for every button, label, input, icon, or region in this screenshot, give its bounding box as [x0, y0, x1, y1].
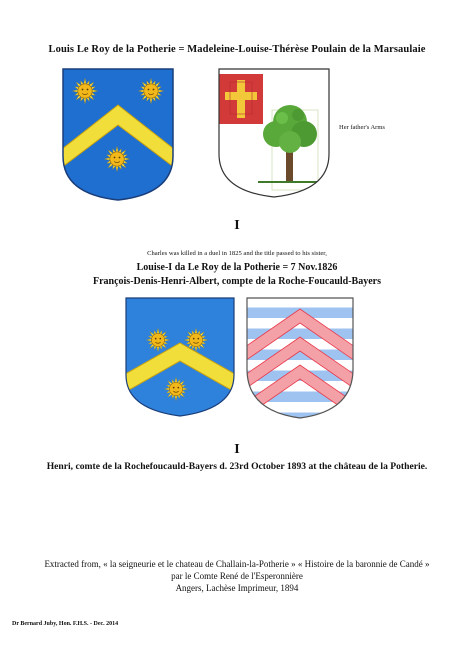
sun-icon	[164, 377, 188, 401]
rochefoucauld-shield	[246, 297, 354, 419]
sun-icon	[72, 78, 98, 104]
heading-henri: Henri, comte de la Rochefoucauld-Bayers d. 23rd October 1893 at the château de la Potherie.	[46, 461, 428, 472]
heading-marriage-1: Louis Le Roy de la Potherie = Madeleine-Louise-Thérèse Poulain de la Marsaulaie	[48, 44, 426, 55]
generation-mark: I	[234, 218, 240, 233]
extract-line: Angers, Lachèse Imprimeur, 1894	[175, 583, 299, 593]
sun-icon	[104, 146, 130, 172]
heading-francois: François-Denis-Henri-Albert, compte de la Roche-Foucauld-Bayers	[92, 276, 381, 287]
sun-icon	[184, 328, 208, 352]
generation-mark: I	[234, 442, 240, 457]
sun-icon	[138, 78, 164, 104]
note-charles: Charles was killed in a duel in 1825 and the title passed to his sister,	[147, 250, 327, 257]
heading-louise: Louise-I da Le Roy de la Potherie = 7 Nov.1826	[136, 262, 338, 273]
footer-credit: Dr Bernard Juby, Hon. F.H.S. - Dec. 2014	[12, 621, 119, 627]
extract-line: par le Comte René de l'Esperonnière	[171, 571, 303, 581]
poulain-marsaulaie-shield	[218, 68, 330, 198]
father-arms-caption: Her father's Arms	[339, 124, 385, 131]
extract-line: Extracted from, « la seigneurie et le chateau de Challain-la-Potherie » « Histoire de la baronnie de Candé »	[44, 559, 430, 569]
sun-icon	[146, 328, 170, 352]
